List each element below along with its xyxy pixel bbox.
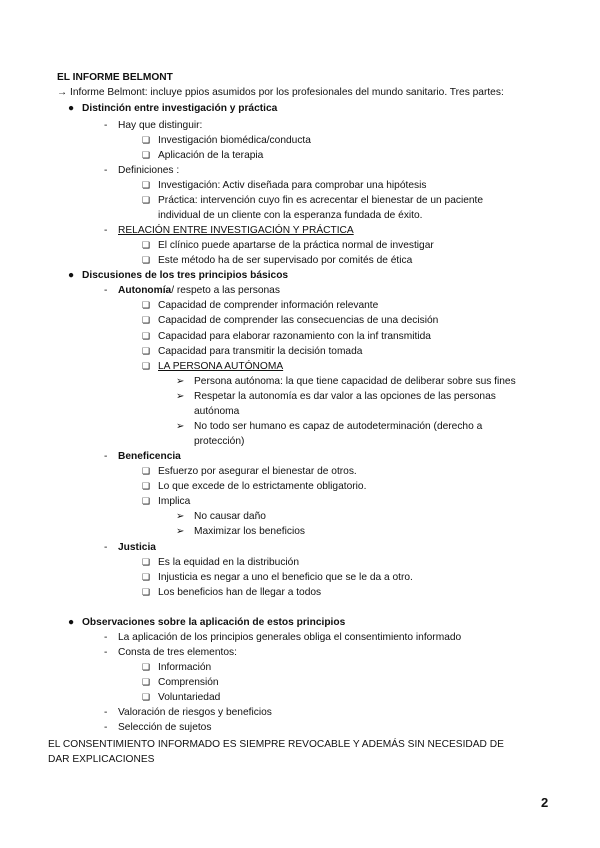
section-distincion: ● Distinción entre investigación y práctica — [68, 103, 278, 114]
list-item: - Consta de tres elementos: — [104, 647, 237, 658]
checkbox-icon: ❏ — [142, 135, 151, 145]
dash-icon: - — [104, 165, 108, 176]
checkbox-icon: ❏ — [142, 662, 151, 672]
list-item: - Autonomía/ respeto a las personas — [104, 285, 280, 296]
list-item: - Valoración de riesgos y beneficios — [104, 707, 272, 718]
closing-statement: EL CONSENTIMIENTO INFORMADO ES SIEMPRE REVOCABLE Y ADEMÁS SIN NECESIDAD DE — [48, 739, 504, 750]
dash-icon: - — [104, 707, 108, 718]
checkbox-icon: ❏ — [142, 331, 151, 341]
list-item: ➢ Maximizar los beneficios — [176, 526, 305, 537]
closing-statement-continuation: DAR EXPLICACIONES — [48, 754, 155, 765]
checkbox-icon: ❏ — [142, 195, 151, 205]
page-number: 2 — [541, 795, 549, 810]
list-item: - RELACIÓN ENTRE INVESTIGACIÓN Y PRÁCTICA — [104, 225, 354, 236]
list-item: ❏ LA PERSONA AUTÓNOMA — [142, 361, 284, 372]
intro-line: → Informe Belmont: incluye ppios asumidos por los profesionales del mundo sanitario. Tres partes: — [57, 87, 504, 98]
list-item: ❏ Práctica: intervención cuyo fin es acrecentar el bienestar de un paciente — [142, 195, 484, 206]
list-item: ❏ Información — [142, 662, 212, 673]
list-item: ❏ Aplicación de la terapia — [142, 150, 264, 161]
list-item: ❏ Este método ha de ser supervisado por comités de ética — [142, 255, 413, 266]
list-item: ❏ Es la equidad en la distribución — [142, 557, 300, 568]
bullet-icon: ● — [68, 103, 75, 114]
checkbox-icon: ❏ — [142, 361, 151, 371]
list-item: ❏ Investigación: Activ diseñada para comprobar una hipótesis — [142, 180, 427, 191]
list-item: ❏ Implica — [142, 496, 191, 507]
arrowhead-icon: ➢ — [176, 421, 185, 432]
checkbox-icon: ❏ — [142, 692, 151, 702]
list-item: ❏ El clínico puede apartarse de la práctica normal de investigar — [142, 240, 434, 251]
list-item: ➢ No causar daño — [176, 511, 266, 522]
bullet-icon: ● — [68, 270, 75, 281]
checkbox-icon: ❏ — [142, 496, 151, 506]
list-item: ➢ Persona autónoma: la que tiene capacidad de deliberar sobre sus fines — [176, 376, 516, 387]
checkbox-icon: ❏ — [142, 150, 151, 160]
list-item-continuation: individual de un cliente con la esperanza fundada de éxito. — [158, 210, 423, 221]
dash-icon: - — [104, 120, 108, 131]
list-item: ❏ Capacidad de comprender las consecuencias de una decisión — [142, 315, 439, 326]
list-item-continuation: protección) — [194, 436, 245, 447]
dash-icon: - — [104, 632, 108, 643]
list-item: - Hay que distinguir: — [104, 120, 203, 131]
list-item: ❏ Injusticia es negar a uno el beneficio que se le da a otro. — [142, 572, 413, 583]
list-item: ❏ Investigación biomédica/conducta — [142, 135, 311, 146]
section-principios: ● Discusiones de los tres principios básicos — [68, 270, 289, 281]
dash-icon: - — [104, 451, 108, 462]
checkbox-icon: ❏ — [142, 255, 151, 265]
bullet-icon: ● — [68, 617, 75, 628]
checkbox-icon: ❏ — [142, 677, 151, 687]
list-item: ❏ Capacidad para elaborar razonamiento con la inf transmitida — [142, 331, 431, 342]
arrowhead-icon: ➢ — [176, 391, 185, 402]
list-item: ❏ Lo que excede de lo estrictamente obligatorio. — [142, 481, 367, 492]
checkbox-icon: ❏ — [142, 557, 151, 567]
checkbox-icon: ❏ — [142, 481, 151, 491]
list-item: - Definiciones : — [104, 165, 180, 176]
checkbox-icon: ❏ — [142, 572, 151, 582]
list-item: ❏ Los beneficios han de llegar a todos — [142, 587, 322, 598]
arrowhead-icon: ➢ — [176, 526, 185, 537]
list-item: ❏ Voluntariedad — [142, 692, 221, 703]
list-item: - Justicia — [104, 542, 156, 553]
list-item: ➢ Respetar la autonomía es dar valor a las opciones de las personas — [176, 391, 496, 402]
list-item-continuation: autónoma — [194, 406, 240, 417]
checkbox-icon: ❏ — [142, 466, 151, 476]
document-title: EL INFORME BELMONT — [57, 72, 173, 83]
list-item: - Selección de sujetos — [104, 722, 212, 733]
checkbox-icon: ❏ — [142, 587, 151, 597]
list-item: - Beneficencia — [104, 451, 181, 462]
list-item: - La aplicación de los principios generales obliga el consentimiento informado — [104, 632, 462, 643]
dash-icon: - — [104, 225, 108, 236]
dash-icon: - — [104, 285, 108, 296]
section-observaciones: ● Observaciones sobre la aplicación de estos principios — [68, 617, 346, 628]
list-item: ❏ Esfuerzo por asegurar el bienestar de otros. — [142, 466, 357, 477]
list-item: ❏ Capacidad para transmitir la decisión tomada — [142, 346, 363, 357]
checkbox-icon: ❏ — [142, 346, 151, 356]
checkbox-icon: ❏ — [142, 315, 151, 325]
list-item: ❏ Comprensión — [142, 677, 219, 688]
list-item: ❏ Capacidad de comprender información relevante — [142, 300, 379, 311]
list-item: ➢ No todo ser humano es capaz de autodeterminación (derecho a — [176, 421, 483, 432]
dash-icon: - — [104, 542, 108, 553]
checkbox-icon: ❏ — [142, 300, 151, 310]
checkbox-icon: ❏ — [142, 240, 151, 250]
checkbox-icon: ❏ — [142, 180, 151, 190]
arrowhead-icon: ➢ — [176, 511, 185, 522]
arrowhead-icon: ➢ — [176, 376, 185, 387]
dash-icon: - — [104, 647, 108, 658]
dash-icon: - — [104, 722, 108, 733]
